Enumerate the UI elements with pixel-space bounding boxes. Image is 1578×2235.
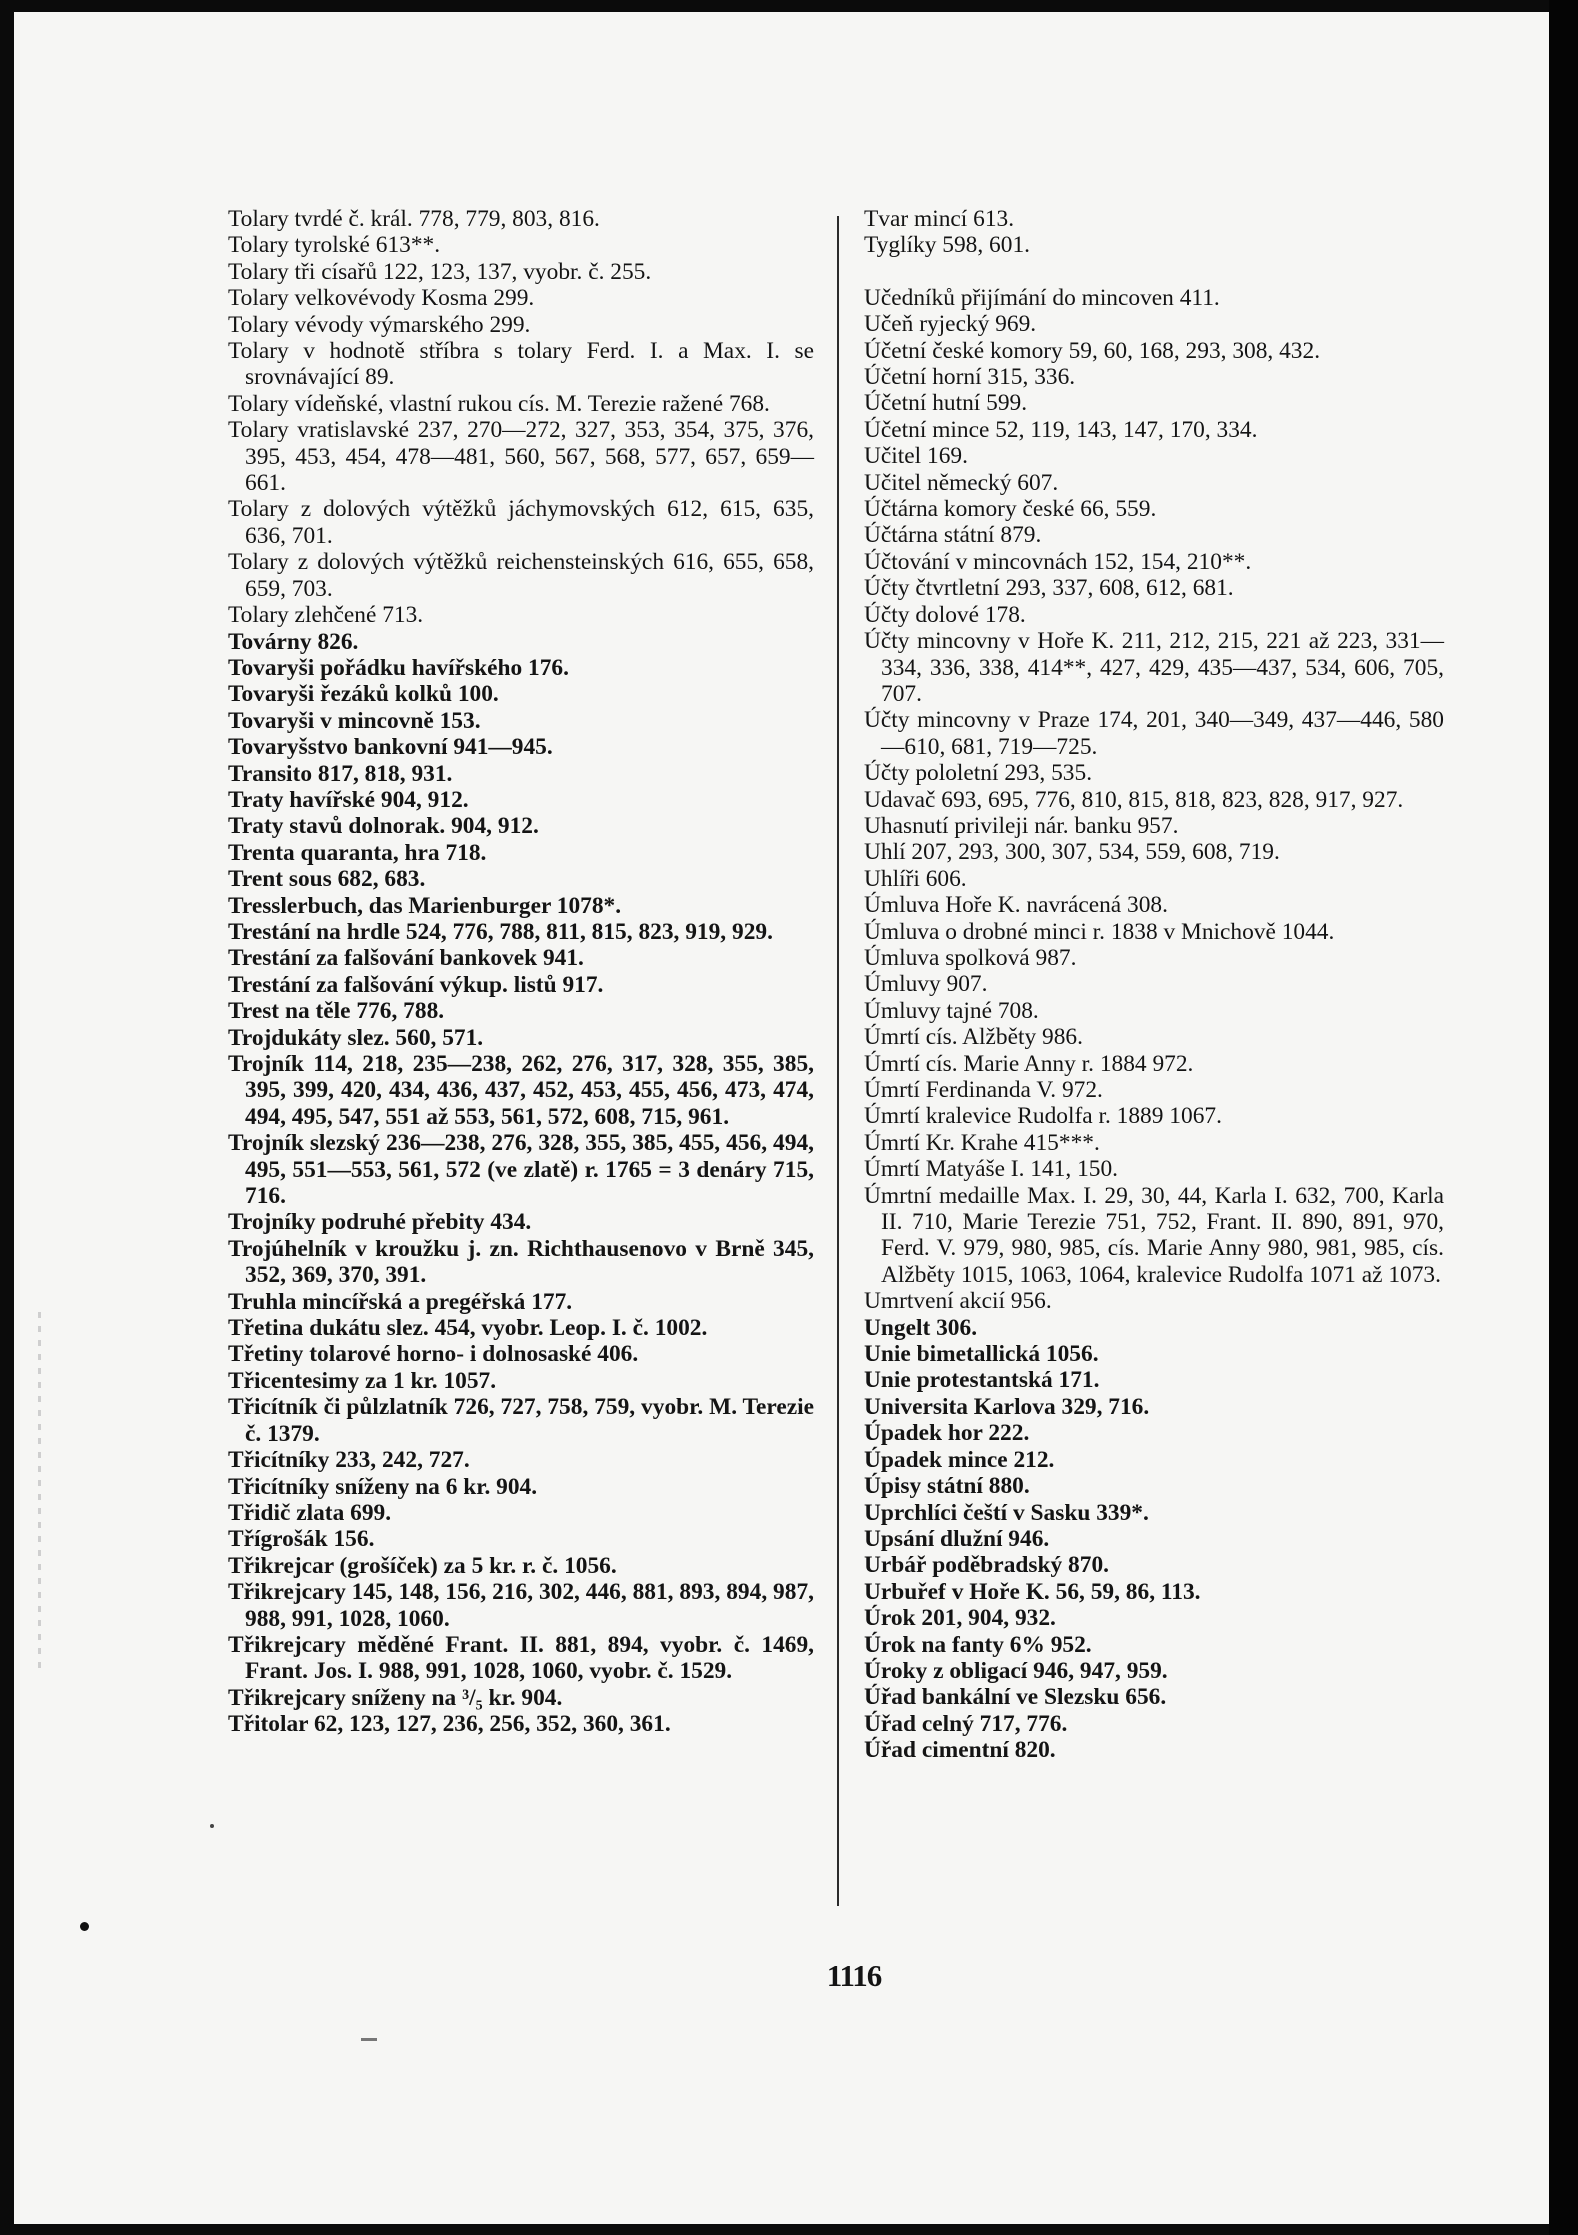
index-entry: Úrok na fanty 6% 952.	[864, 1631, 1092, 1658]
index-entry: Trenta quaranta, hra 718.	[228, 839, 487, 866]
index-entry: Třígrošák 156.	[228, 1526, 375, 1553]
index-entry: Třicítníky 233, 242, 727.	[228, 1447, 470, 1474]
index-entry: Unie protestantská 171.	[864, 1367, 1100, 1394]
index-entry: Tovaryši řezáků kolků 100.	[228, 681, 499, 708]
index-entry: Úřad bankální ve Slezsku 656.	[864, 1684, 1167, 1711]
index-entry: Trestání za falšování výkup. listů 917.	[228, 971, 604, 998]
index-entry: Urbuřef v Hoře K. 56, 59, 86, 113.	[864, 1578, 1201, 1605]
index-entry: Úpadek mince 212.	[864, 1446, 1055, 1473]
index-entry: Úmrtí Matyáše I. 141, 150.	[864, 1156, 1119, 1183]
index-entry: Uhlí 207, 293, 300, 307, 534, 559, 608, 719.	[864, 839, 1280, 866]
index-entry: Účetní hutní 599.	[864, 390, 1028, 417]
index-entry: Továrny 826.	[228, 628, 359, 655]
index-entry: Tolary zlehčené 713.	[228, 602, 424, 629]
index-entry: Třikrejcary sníženy na ³/₅ kr. 904.	[228, 1684, 563, 1711]
index-entry: Účty pololetní 293, 535.	[864, 760, 1093, 787]
index-entry: Účetní české komory 59, 60, 168, 293, 308, 432.	[864, 337, 1321, 364]
index-entry: Tolary v hodnotě stříbra s tolary Ferd. I. a Max. I. se srovnávající 89.	[228, 338, 814, 391]
index-entry: Úmrtí kralevice Rudolfa r. 1889 1067.	[864, 1103, 1222, 1130]
index-entry: Účetní horní 315, 336.	[864, 364, 1076, 391]
index-entry: Traty stavů dolnorak. 904, 912.	[228, 813, 539, 840]
index-entry: Tovaryši pořádku havířského 176.	[228, 654, 569, 681]
index-entry: Trojník slezský 236—238, 276, 328, 355, 385, 455, 456, 494, 495, 551—553, 561, 572 (ve zlatě) r. 1765 = 3 denáry 715, 716.	[228, 1130, 814, 1210]
index-entry: Učedníků přijímání do mincoven 411.	[864, 284, 1220, 311]
index-entry: Úřad cimentní 820.	[864, 1737, 1056, 1764]
index-entry: Učeň ryjecký 969.	[864, 311, 1037, 338]
scan-dark-edge	[1549, 0, 1578, 2235]
index-entry: Účty dolové 178.	[864, 601, 1026, 628]
index-entry: Tovaryši v mincovně 153.	[228, 707, 481, 734]
index-entry: Trestání za falšování bankovek 941.	[228, 945, 584, 972]
index-entry: Třicentesimy za 1 kr. 1057.	[228, 1367, 497, 1394]
index-entry: Účty mincovny v Hoře K. 211, 212, 215, 221 až 223, 331—334, 336, 338, 414**, 427, 429, 435—437, 534, 606, 705, 707.	[864, 628, 1444, 707]
index-entry: Trestání na hrdle 524, 776, 788, 811, 815, 823, 919, 929.	[228, 918, 773, 945]
index-entry: Úmluva Hoře K. navrácená 308.	[864, 892, 1168, 919]
column-divider	[837, 216, 839, 1906]
index-entry: Universita Karlova 329, 716.	[864, 1393, 1150, 1420]
index-entry: Učitel 169.	[864, 443, 968, 470]
margin-dot	[80, 1922, 89, 1931]
index-entry: Uhlíři 606.	[864, 865, 967, 892]
index-entry: Úmrtí Ferdinanda V. 972.	[864, 1077, 1103, 1103]
index-entry: Třikrejcary měděné Frant. II. 881, 894, vyobr. č. 1469, Frant. Jos. I. 988, 991, 1028, 1060, vyobr. č. 1529.	[228, 1631, 814, 1685]
index-entry: Úpisy státní 880.	[864, 1473, 1030, 1500]
index-entry: Traty havířské 904, 912.	[228, 786, 469, 813]
index-entry: Tolary vratislavské 237, 270—272, 327, 353, 354, 375, 376, 395, 453, 454, 478—481, 560, 567, 568, 577, 657, 659—661.	[228, 417, 814, 497]
index-entry: Uprchlíci čeští v Sasku 339*.	[864, 1499, 1149, 1526]
index-entry: Účetní mince 52, 119, 143, 147, 170, 334.	[864, 416, 1258, 443]
stray-dot	[210, 1824, 214, 1828]
index-entry: Učitel německý 607.	[864, 469, 1059, 496]
index-entry: Tolary velkovévody Kosma 299.	[228, 285, 535, 312]
index-entry: Třicítníky sníženy na 6 kr. 904.	[228, 1473, 538, 1500]
index-entry: Třicítník či půlzlatník 726, 727, 758, 759, vyobr. M. Terezie č. 1379.	[228, 1394, 814, 1447]
index-entry: Třetina dukátu slez. 454, vyobr. Leop. I. č. 1002.	[228, 1315, 708, 1342]
index-entry: Upsání dlužní 946.	[864, 1525, 1050, 1552]
index-entry: Účty mincovny v Praze 174, 201, 340—349, 437—446, 580—610, 681, 719—725.	[864, 707, 1444, 760]
index-entry: Tovaryšstvo bankovní 941—945.	[228, 734, 553, 761]
index-entry: Úmluva o drobné minci r. 1838 v Mnichově 1044.	[864, 918, 1335, 945]
index-entry: Trojníky podruhé přebity 434.	[228, 1209, 532, 1236]
index-entry: Tresslerbuch, das Marienburger 1078*.	[228, 892, 622, 919]
stray-mark	[361, 2038, 377, 2041]
index-column-left	[228, 206, 814, 1738]
index-entry: Účtování v mincovnách 152, 154, 210**.	[864, 548, 1252, 575]
index-column-right	[864, 206, 1444, 1764]
index-entry: Úmrtí cís. Marie Anny r. 1884 972.	[864, 1050, 1194, 1077]
index-entry: Úmluvy tajné 708.	[864, 997, 1039, 1024]
index-entry: Třetiny tolarové horno- i dolnosaské 406.	[228, 1341, 639, 1368]
index-entry: Tolary tři císařů 122, 123, 137, vyobr. č. 255.	[228, 258, 652, 285]
index-entry: Třidič zlata 699.	[228, 1499, 392, 1526]
index-entry: Umrtvení akcií 956.	[864, 1288, 1052, 1315]
index-entry: Úmrtí cís. Alžběty 986.	[864, 1024, 1083, 1051]
index-entry: Ungelt 306.	[864, 1314, 978, 1341]
index-entry: Úroky z obligací 946, 947, 959.	[864, 1657, 1168, 1684]
index-entry: Truhla mincířská a pregéřská 177.	[228, 1288, 573, 1315]
index-entry: Účtárna komory české 66, 559.	[864, 496, 1157, 523]
index-entry: Tolary tyrolské 613**.	[228, 232, 441, 259]
binding-marks	[38, 1312, 41, 1672]
index-entry: Třikrejcar (grošíček) za 5 kr. r. č. 1056.	[228, 1552, 617, 1579]
index-entry: Tolary vévody výmarského 299.	[228, 311, 531, 338]
index-entry: Tolary tvrdé č. král. 778, 779, 803, 816.	[228, 206, 600, 232]
index-entry: Třikrejcary 145, 148, 156, 216, 302, 446, 881, 893, 894, 987, 988, 991, 1028, 1060.	[228, 1579, 814, 1632]
index-entry: Účtárna státní 879.	[864, 522, 1042, 549]
book-page	[14, 12, 1549, 2224]
index-entry: Unie bimetallická 1056.	[864, 1341, 1099, 1368]
index-entry: Tvar mincí 613.	[864, 206, 1015, 232]
index-entry: Úrok 201, 904, 932.	[864, 1605, 1056, 1632]
index-entry: Úmluvy 907.	[864, 971, 988, 998]
index-entry: Tolary z dolových výtěžků reichensteinských 616, 655, 658, 659, 703.	[228, 549, 814, 602]
index-entry: Úmrtní medaille Max. I. 29, 30, 44, Karla I. 632, 700, Karla II. 710, Marie Terezie 751, 752, Frant. II. 890, 891, 970, Ferd. V. 979, 980, 985, cís. Marie Anny 980, 981, 985, cís. Alžběty 1015, 1063, 1064, kralevice Rudolfa 1071 až 1073.	[864, 1182, 1444, 1288]
index-entry: Trent sous 682, 683.	[228, 866, 426, 893]
index-entry: Uhasnutí privileji nár. banku 957.	[864, 812, 1179, 839]
index-entry: Úmrtí Kr. Krahe 415***.	[864, 1129, 1100, 1156]
index-entry: Udavač 693, 695, 776, 810, 815, 818, 823, 828, 917, 927.	[864, 786, 1404, 813]
index-entry: Třitolar 62, 123, 127, 236, 256, 352, 360, 361.	[228, 1711, 671, 1738]
index-entry: Tolary z dolových výtěžků jáchymovských 612, 615, 635, 636, 701.	[228, 496, 814, 549]
index-entry: Trojúhelník v kroužku j. zn. Richthausenovo v Brně 345, 352, 369, 370, 391.	[228, 1235, 814, 1289]
index-entry: Transito 817, 818, 931.	[228, 760, 453, 787]
index-entry: Úpadek hor 222.	[864, 1420, 1030, 1447]
index-entry: Trest na těle 776, 788.	[228, 998, 445, 1025]
index-entry: Tyglíky 598, 601.	[864, 232, 1030, 259]
index-entry: Urbář poděbradský 870.	[864, 1552, 1109, 1579]
index-entry: Trojník 114, 218, 235—238, 262, 276, 317, 328, 355, 385, 395, 399, 420, 434, 436, 437, 452, 453, 455, 456, 473, 474, 494, 495, 547, 551 až 553, 561, 572, 608, 715, 961.	[228, 1051, 814, 1130]
page-number: 1116	[826, 1958, 882, 1993]
index-entry: Účty čtvrtletní 293, 337, 608, 612, 681.	[864, 575, 1234, 602]
index-entry: Tolary vídeňské, vlastní rukou cís. M. Terezie ražené 768.	[228, 390, 770, 417]
index-entry: Úmluva spolková 987.	[864, 944, 1077, 971]
index-entry: Trojdukáty slez. 560, 571.	[228, 1024, 484, 1051]
index-entry: Úřad celný 717, 776.	[864, 1710, 1068, 1737]
